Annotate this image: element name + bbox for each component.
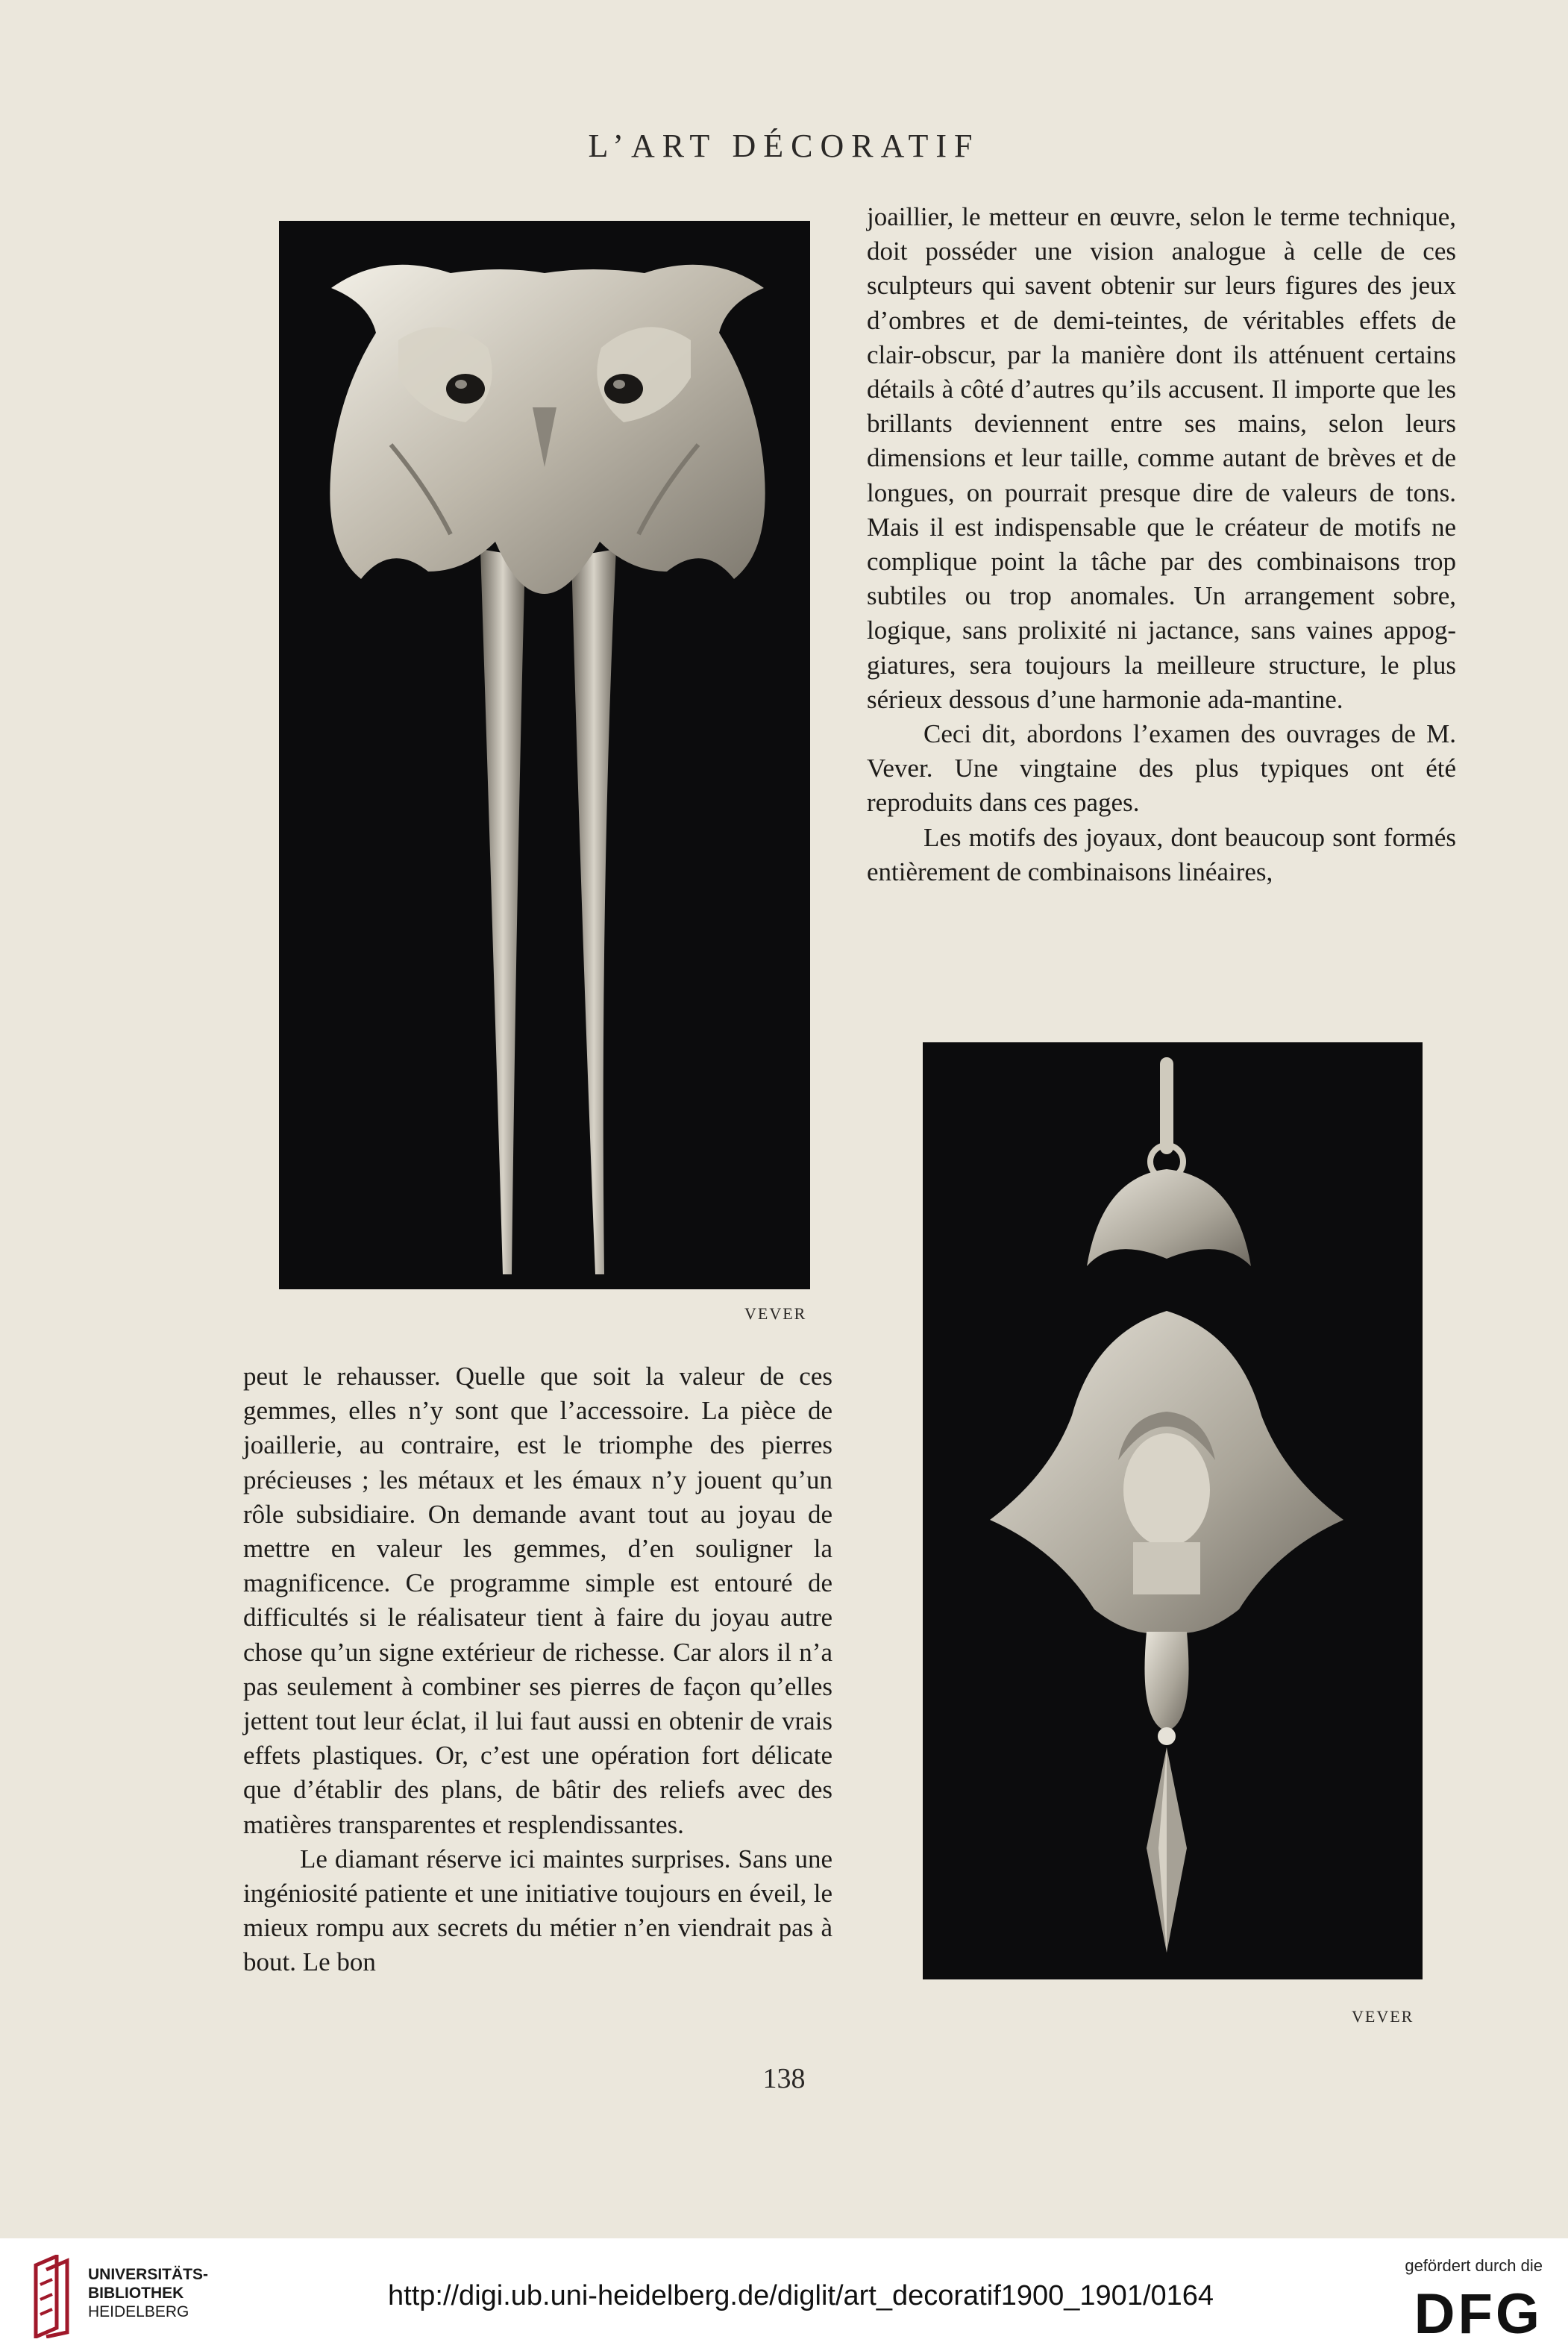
paragraph: peut le rehausser. Quelle que soit la valeur de ces gemmes, elles n’y sont que l’accessoire. La pièce de joaillerie, au contraire, est le triomphe des pierres précieuses ; les métaux et les émaux n’y jouent qu’un rôle subsidiaire. On demande avant tout au joyau de mettre en valeur les gemmes, d’en souligner la magnificence. Ce programme simple est entouré de difficultés si le réalisateur tient à faire du joyau autre chose qu’un signe extérieur de richesse. Car alors il n’a pas seulement à combiner ses pierres de façon qu’elles jettent tout leur éclat, il lui faut aussi en obtenir de vrais effets plastiques. Or, c’est une opération fort délicate que d’établir des plans, de bâtir des reliefs avec des matières transparentes et resplendissantes. (243, 1362, 832, 1839)
pendant-photo (923, 1042, 1423, 1979)
digitization-footer (0, 2238, 1568, 2351)
figure-caption: VEVER (1352, 2007, 1414, 2026)
figure-caption: VEVER (744, 1304, 807, 1323)
running-title: L’ART DÉCORATIF (588, 128, 980, 164)
paragraph: Les motifs des joyaux, dont beaucoup sont formés entièrement de combinaisons linéaires, (867, 822, 1456, 886)
hair-comb-photo (279, 221, 810, 1289)
funding-label: gefördert durch die (1405, 2256, 1543, 2275)
dfg-logo: DFG (1414, 2282, 1543, 2346)
library-name-line: UNIVERSITÄTS- (88, 2266, 209, 2283)
text-column-right (867, 200, 1456, 889)
paragraph: Ceci dit, abordons l’examen des ouvrages de M. Vever. Une vingtaine des plus typiques ont été reproduits dans ces pages. (867, 719, 1456, 818)
permalink[interactable]: http://digi.ub.uni-heidelberg.de/diglit/art_decoratif1900_1901/0164 (388, 2280, 1214, 2311)
text-column-left (243, 1359, 832, 1980)
library-name-line: BIBLIOTHEK (88, 2285, 184, 2302)
paragraph: Le diamant réserve ici maintes surprises. Sans une ingéniosité patiente et une initiative toujours en éveil, le mieux rompu aux secrets du métier n’en viendrait pas à bout. Le bon (243, 1844, 832, 1977)
page-number: 138 (762, 2063, 806, 2094)
library-name-line: HEIDELBERG (88, 2303, 189, 2320)
library-logo-icon (31, 2255, 76, 2338)
library-name (88, 2265, 208, 2321)
paragraph: joaillier, le metteur en œuvre, selon le terme technique, doit posséder une vision analogue à celle de ces sculpteurs qui savent obtenir sur leurs figures des jeux d’ombres et de demi-teintes, de véritables effets de clair-obscur, par la manière dont ils atténuent certains détails à côté d’autres qu’ils accusent. Il importe que les brillants deviennent entre ses mains, selon leurs dimensions et leur taille, comme autant de brèves et de longues, on pourrait presque dire de valeurs de tons. Mais il est indispensable que le créateur de motifs ne complique point la tâche par des combinaisons trop subtiles ou trop anomales. Un arrangement sobre, logique, sans prolixité ni jactance, sans vaines appog-giatures, sera toujours la meilleure structure, le plus sérieux dessous d’une harmonie ada-mantine. (867, 202, 1456, 714)
